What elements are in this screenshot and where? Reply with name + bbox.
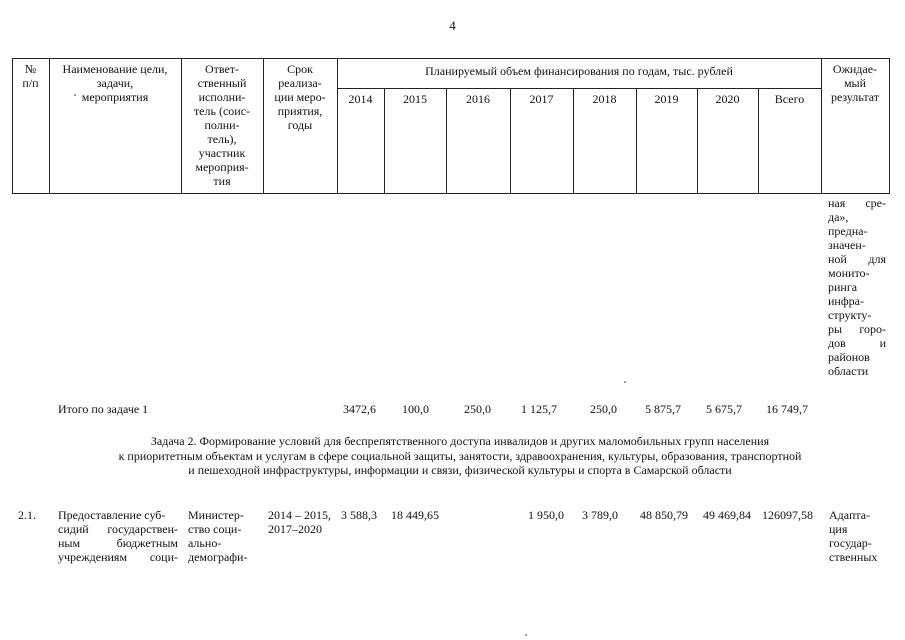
header-year-2018: 2018 — [592, 92, 617, 106]
header-year-2016: 2016 — [466, 92, 490, 106]
page-number: 4 — [449, 18, 456, 33]
header-col-name: Наименование цели, задачи, мероприятия — [62, 62, 168, 104]
header-col-result: Ожидае- мый результат — [830, 62, 880, 104]
total-2015: 100,0 — [402, 402, 429, 416]
total-2016: 250,0 — [464, 402, 491, 416]
row-2-1-2017: 1 950,0 — [528, 508, 564, 522]
header-year-2014: 2014 — [348, 92, 373, 106]
row-2-1-name: Предоставление суб- сидий государствен- ным бюджетным учреждениям соци- — [58, 508, 178, 564]
total-2014: 3472,6 — [343, 402, 376, 416]
scan-speck — [525, 634, 527, 636]
header-year-2019: 2019 — [654, 92, 679, 106]
header-col-term: Срок реализа- ции меро- приятия, годы — [274, 62, 326, 132]
total-all: 16 749,7 — [766, 402, 808, 416]
total-row-label: Итого по задаче 1 — [58, 402, 149, 416]
scan-speck — [624, 381, 626, 383]
row-2-1-number: 2.1. — [18, 508, 36, 522]
header-year-2020: 2020 — [715, 92, 740, 106]
row-2-1-responsible: Министер- ство соци- ально- демографи- — [188, 508, 248, 564]
row-2-1-2014: 3 588,3 — [341, 508, 377, 522]
header-year-2015: 2015 — [403, 92, 427, 106]
row-2-1-result: Адапта- ция государ- ственных — [829, 508, 878, 564]
row-2-1-total: 126097,58 — [762, 508, 813, 522]
total-2018: 250,0 — [590, 402, 617, 416]
scan-speck — [74, 94, 76, 96]
row-2-1-term: 2014 – 2015, 2017–2020 — [268, 508, 331, 536]
row-2-1-2019: 48 850,79 — [640, 508, 688, 522]
header-col-number: № п/п — [22, 62, 39, 90]
row-2-1-2015: 18 449,65 — [391, 508, 439, 522]
header-col-finance: Планируемый объем финансирования по годам, тыс. рублей — [425, 64, 733, 78]
header-year-2017: 2017 — [529, 92, 554, 106]
header-col-responsible: Ответ- ственный исполни- тель (соис- полни- тель), участник мероприя- тия — [193, 62, 251, 188]
row-2-1-2018: 3 789,0 — [582, 508, 618, 522]
continued-result-text: ная сре- да», предна- значен- ной для монито- ринга инфра- структу- ры горо- дов и районов области — [828, 196, 886, 378]
total-2020: 5 675,7 — [706, 402, 742, 416]
header-total: Всего — [774, 92, 805, 106]
row-2-1-2020: 49 469,84 — [703, 508, 751, 522]
total-2019: 5 875,7 — [645, 402, 681, 416]
total-2017: 1 125,7 — [521, 402, 557, 416]
task-2-heading: Задача 2. Формирование условий для беспрепятственного доступа инвалидов и других маломобильных групп населения к приоритетным объектам и услугам в сфере социальной защиты, занятости, здравоохранения, культуры, образования, транспортной и пешеходной инфраструктуры, информации и связи, физической культуры и спорта в Самарской области — [118, 434, 802, 477]
